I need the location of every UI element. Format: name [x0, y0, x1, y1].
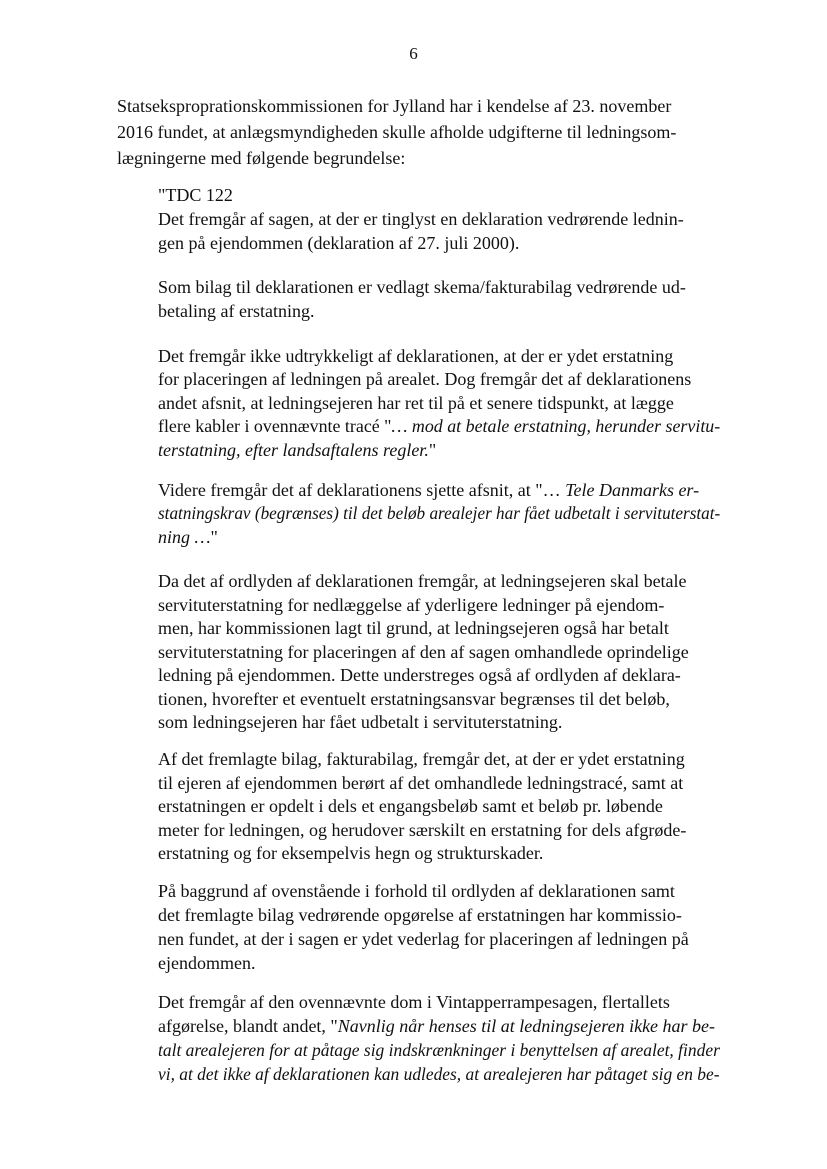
- italic-quote: Tele Danmarks er-: [565, 480, 700, 500]
- text-line: men, har kommissionen lagt til grund, at ledningsejeren også har betalt: [158, 618, 669, 638]
- text-line: lægningerne med følgende begrundelse:: [117, 148, 406, 168]
- text-line: Det fremgår af den ovennævnte dom i Vintapperrampesagen, flertallets: [158, 992, 670, 1012]
- text-line: [158, 1063, 720, 1085]
- text-line: nen fundet, at der i sagen er ydet vederlag for placeringen af ledningen på: [158, 929, 689, 949]
- italic-quote: vi, at det ikke af deklarationen kan udledes, at arealejeren har påtaget sig en be-: [158, 1064, 720, 1084]
- italic-quote: terstatning, efter landsaftalens regler.: [158, 440, 429, 460]
- text-span: ": [428, 440, 437, 460]
- text-line: andet afsnit, at ledningsejeren har ret til på et senere tidspunkt, at lægge: [158, 393, 674, 413]
- italic-quote: statningskrav (begrænses) til det beløb arealejer har fået udbetalt i servituterstat-: [158, 503, 721, 523]
- italic-quote: ning …: [158, 527, 211, 547]
- text-line: [158, 479, 699, 501]
- text-line: Statseksproprationskommissionen for Jylland har i kendelse af 23. november: [117, 96, 672, 116]
- quote-heading: "TDC 122: [158, 185, 233, 205]
- text-line: betaling af erstatning.: [158, 301, 315, 321]
- text-line: ledning på ejendommen. Dette understreges også af ordlyden af deklara-: [158, 665, 681, 685]
- text-line: gen på ejendommen (deklaration af 27. juli 2000).: [158, 233, 520, 253]
- text-line: meter for ledningen, og herudover særskilt en erstatning for dels afgrøde-: [158, 820, 687, 840]
- text-line: [158, 415, 720, 437]
- text-line: servituterstatning for placeringen af den af sagen omhandlede oprindelige: [158, 642, 689, 662]
- text-line: det fremlagte bilag vedrørende opgørelse af erstatningen har kommissio-: [158, 905, 682, 925]
- text-line: På baggrund af ovenstående i forhold til ordlyden af deklarationen samt: [158, 881, 675, 901]
- text-line: Det fremgår ikke udtrykkeligt af deklarationen, at der er ydet erstatning: [158, 346, 674, 366]
- text-line: Af det fremlagte bilag, fakturabilag, fremgår det, at der er ydet erstatning: [158, 749, 685, 769]
- page-number: 6: [409, 44, 418, 63]
- text-line: Som bilag til deklarationen er vedlagt skema/fakturabilag vedrørende ud-: [158, 277, 686, 297]
- text-line: til ejeren af ejendommen berørt af det omhandlede ledningstracé, samt at: [158, 773, 684, 793]
- text-line: erstatningen er opdelt i dels et engangsbeløb samt et beløb pr. løbende: [158, 796, 663, 816]
- text-span: ": [210, 527, 218, 547]
- text-span: Videre fremgår det af deklarationens sjette afsnit, at "…: [158, 480, 566, 500]
- italic-quote: … mod at betale erstatning, herunder servitu-: [391, 416, 721, 436]
- text-line: [158, 439, 436, 461]
- text-line: 2016 fundet, at anlægsmyndigheden skulle afholde udgifterne til ledningsom-: [117, 122, 677, 142]
- text-line: for placeringen af ledningen på arealet. Dog fremgår det af deklarationens: [158, 369, 692, 389]
- text-line: [158, 502, 720, 524]
- text-line: tionen, hvorefter et eventuelt erstatningsansvar begrænses til det beløb,: [158, 689, 670, 709]
- text-line: som ledningsejeren har fået udbetalt i servituterstatning.: [158, 712, 563, 732]
- text-line: erstatning og for eksempelvis hegn og strukturskader.: [158, 843, 544, 863]
- text-line: servituterstatning for nedlæggelse af yderligere ledninger på ejendom-: [158, 595, 665, 615]
- text-span: flere kabler i ovennævnte tracé ": [158, 416, 392, 436]
- italic-quote: Navnlig når henses til at ledningsejeren ikke har be-: [337, 1016, 716, 1036]
- text-line: Det fremgår af sagen, at der er tinglyst en deklaration vedrørende lednin-: [158, 209, 684, 229]
- text-line: [158, 1015, 715, 1037]
- italic-quote: talt arealejeren for at påtage sig indskrænkninger i benyttelsen af arealet, finder: [158, 1040, 720, 1060]
- text-span: afgørelse, blandt andet, ": [158, 1016, 338, 1036]
- text-line: Da det af ordlyden af deklarationen fremgår, at ledningsejeren skal betale: [158, 571, 687, 591]
- text-line: [158, 1039, 720, 1061]
- text-line: ejendommen.: [158, 953, 256, 973]
- text-line: [158, 526, 218, 548]
